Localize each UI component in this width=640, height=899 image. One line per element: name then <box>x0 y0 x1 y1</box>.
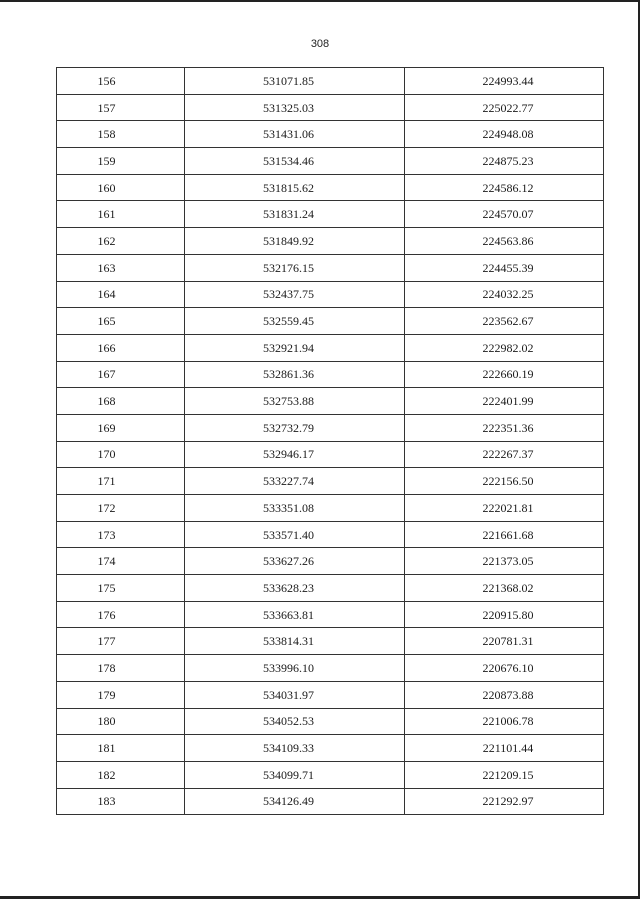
point-number-cell: 178 <box>57 655 185 682</box>
y-coordinate-cell: 221661.68 <box>405 521 604 548</box>
coordinate-table <box>56 67 604 815</box>
point-number-cell: 173 <box>57 521 185 548</box>
x-coordinate-cell: 534099.71 <box>185 761 405 788</box>
point-number-cell: 172 <box>57 495 185 522</box>
point-number-cell: 162 <box>57 228 185 255</box>
y-coordinate-cell: 224875.23 <box>405 148 604 175</box>
point-number-cell: 181 <box>57 735 185 762</box>
y-coordinate-cell: 221101.44 <box>405 735 604 762</box>
y-coordinate-cell: 224570.07 <box>405 201 604 228</box>
y-coordinate-cell: 220915.80 <box>405 601 604 628</box>
point-number-cell: 156 <box>57 68 185 95</box>
x-coordinate-cell: 534031.97 <box>185 681 405 708</box>
table-row <box>57 414 604 441</box>
x-coordinate-cell: 532921.94 <box>185 334 405 361</box>
y-coordinate-cell: 222267.37 <box>405 441 604 468</box>
point-number-cell: 169 <box>57 414 185 441</box>
point-number-cell: 168 <box>57 388 185 415</box>
x-coordinate-cell: 534052.53 <box>185 708 405 735</box>
table-row <box>57 628 604 655</box>
table-row <box>57 334 604 361</box>
y-coordinate-cell: 221209.15 <box>405 761 604 788</box>
table-row <box>57 201 604 228</box>
table-row <box>57 281 604 308</box>
y-coordinate-cell: 224948.08 <box>405 121 604 148</box>
x-coordinate-cell: 531431.06 <box>185 121 405 148</box>
table-row <box>57 94 604 121</box>
coordinate-table-body <box>57 68 604 815</box>
x-coordinate-cell: 534126.49 <box>185 788 405 815</box>
point-number-cell: 160 <box>57 174 185 201</box>
point-number-cell: 163 <box>57 254 185 281</box>
table-row <box>57 148 604 175</box>
table-row <box>57 388 604 415</box>
x-coordinate-cell: 533627.26 <box>185 548 405 575</box>
y-coordinate-cell: 221292.97 <box>405 788 604 815</box>
x-coordinate-cell: 533996.10 <box>185 655 405 682</box>
x-coordinate-cell: 533227.74 <box>185 468 405 495</box>
point-number-cell: 179 <box>57 681 185 708</box>
y-coordinate-cell: 222982.02 <box>405 334 604 361</box>
y-coordinate-cell: 225022.77 <box>405 94 604 121</box>
y-coordinate-cell: 224455.39 <box>405 254 604 281</box>
table-row <box>57 681 604 708</box>
table-row <box>57 468 604 495</box>
table-row <box>57 548 604 575</box>
x-coordinate-cell: 533571.40 <box>185 521 405 548</box>
point-number-cell: 174 <box>57 548 185 575</box>
table-row <box>57 601 604 628</box>
point-number-cell: 166 <box>57 334 185 361</box>
x-coordinate-cell: 534109.33 <box>185 735 405 762</box>
page-number: 308 <box>310 38 330 50</box>
y-coordinate-cell: 224032.25 <box>405 281 604 308</box>
point-number-cell: 176 <box>57 601 185 628</box>
y-coordinate-cell: 222351.36 <box>405 414 604 441</box>
table-row <box>57 575 604 602</box>
table-row <box>57 121 604 148</box>
table-row <box>57 735 604 762</box>
x-coordinate-cell: 532753.88 <box>185 388 405 415</box>
y-coordinate-cell: 222156.50 <box>405 468 604 495</box>
point-number-cell: 180 <box>57 708 185 735</box>
x-coordinate-cell: 532176.15 <box>185 254 405 281</box>
table-row <box>57 68 604 95</box>
x-coordinate-cell: 531325.03 <box>185 94 405 121</box>
x-coordinate-cell: 532946.17 <box>185 441 405 468</box>
table-row <box>57 174 604 201</box>
x-coordinate-cell: 533663.81 <box>185 601 405 628</box>
y-coordinate-cell: 224563.86 <box>405 228 604 255</box>
table-row <box>57 495 604 522</box>
x-coordinate-cell: 532559.45 <box>185 308 405 335</box>
point-number-cell: 170 <box>57 441 185 468</box>
y-coordinate-cell: 224993.44 <box>405 68 604 95</box>
y-coordinate-cell: 221373.05 <box>405 548 604 575</box>
table-row <box>57 708 604 735</box>
scan-edge-top <box>0 0 640 2</box>
point-number-cell: 161 <box>57 201 185 228</box>
x-coordinate-cell: 531849.92 <box>185 228 405 255</box>
point-number-cell: 171 <box>57 468 185 495</box>
y-coordinate-cell: 220676.10 <box>405 655 604 682</box>
point-number-cell: 167 <box>57 361 185 388</box>
y-coordinate-cell: 221006.78 <box>405 708 604 735</box>
y-coordinate-cell: 220873.88 <box>405 681 604 708</box>
y-coordinate-cell: 224586.12 <box>405 174 604 201</box>
point-number-cell: 159 <box>57 148 185 175</box>
y-coordinate-cell: 221368.02 <box>405 575 604 602</box>
point-number-cell: 182 <box>57 761 185 788</box>
x-coordinate-cell: 533351.08 <box>185 495 405 522</box>
y-coordinate-cell: 220781.31 <box>405 628 604 655</box>
table-row <box>57 761 604 788</box>
x-coordinate-cell: 533814.31 <box>185 628 405 655</box>
table-row <box>57 788 604 815</box>
table-row <box>57 228 604 255</box>
x-coordinate-cell: 532732.79 <box>185 414 405 441</box>
x-coordinate-cell: 531831.24 <box>185 201 405 228</box>
table-row <box>57 655 604 682</box>
x-coordinate-cell: 531815.62 <box>185 174 405 201</box>
point-number-cell: 165 <box>57 308 185 335</box>
table-row <box>57 361 604 388</box>
table-row <box>57 254 604 281</box>
y-coordinate-cell: 223562.67 <box>405 308 604 335</box>
table-row <box>57 441 604 468</box>
y-coordinate-cell: 222660.19 <box>405 361 604 388</box>
point-number-cell: 175 <box>57 575 185 602</box>
table-row <box>57 308 604 335</box>
point-number-cell: 177 <box>57 628 185 655</box>
x-coordinate-cell: 532861.36 <box>185 361 405 388</box>
y-coordinate-cell: 222401.99 <box>405 388 604 415</box>
point-number-cell: 157 <box>57 94 185 121</box>
point-number-cell: 158 <box>57 121 185 148</box>
point-number-cell: 183 <box>57 788 185 815</box>
x-coordinate-cell: 531534.46 <box>185 148 405 175</box>
x-coordinate-cell: 533628.23 <box>185 575 405 602</box>
x-coordinate-cell: 531071.85 <box>185 68 405 95</box>
y-coordinate-cell: 222021.81 <box>405 495 604 522</box>
table-row <box>57 521 604 548</box>
x-coordinate-cell: 532437.75 <box>185 281 405 308</box>
point-number-cell: 164 <box>57 281 185 308</box>
